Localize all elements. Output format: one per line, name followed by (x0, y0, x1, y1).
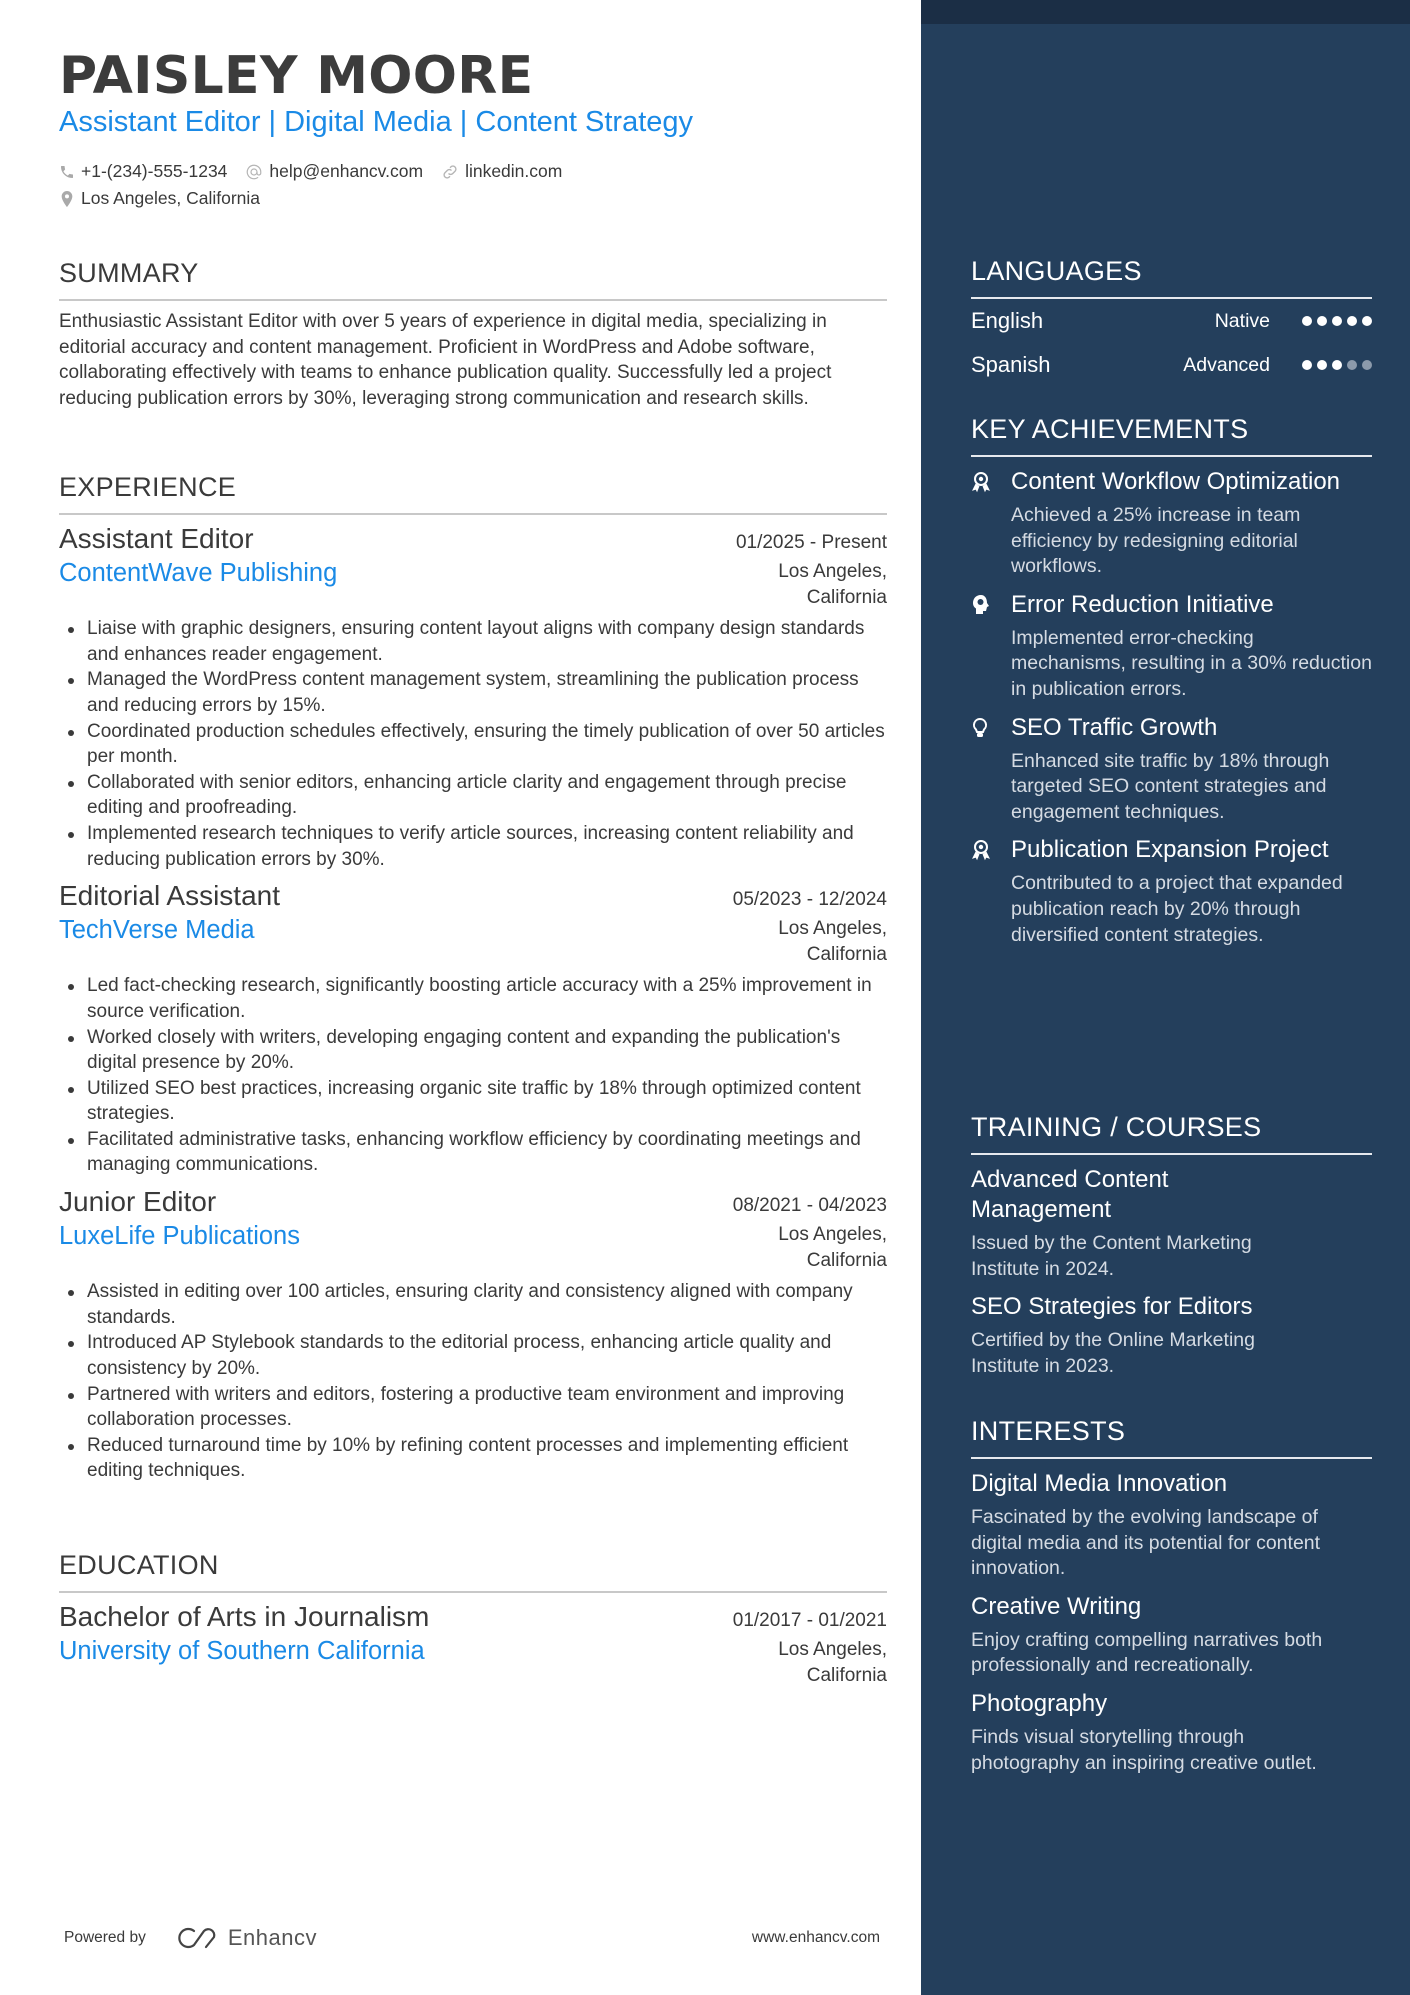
training-item (971, 1292, 1372, 1379)
interest-desc: Finds visual storytelling through photography an inspiring creative outlet. (971, 1725, 1317, 1774)
at-icon (245, 163, 263, 181)
powered-by (64, 1925, 317, 1951)
interest-title: Photography (971, 1689, 1108, 1717)
summary-title: SUMMARY (59, 258, 199, 288)
summary-text: Enthusiastic Assistant Editor with over 5 years of experience in digital media, specializing in editorial accuracy and content management. Proficient in WordPress and Adobe software, collaborating effectively with teams to enhance publication quality. Successfully led a project reducing publication errors by 30%, leveraging strong communication and research skills. (59, 311, 832, 409)
phone-text: +1-(234)-555-1234 (81, 161, 228, 181)
training-title: TRAINING / COURSES (971, 1112, 1262, 1142)
job-title: Assistant Editor (59, 523, 254, 554)
linkedin-text: linkedin.com (465, 161, 563, 181)
bullet-item: Partnered with writers and editors, fostering a productive team environment and improving collaboration processes. (59, 1382, 887, 1433)
school-name: University of Southern California (59, 1637, 425, 1665)
training-item (971, 1165, 1372, 1282)
bullet-item: Utilized SEO best practices, increasing organic site traffic by 18% through optimized content strategies. (59, 1076, 887, 1127)
achievements-section (971, 414, 1372, 948)
job-entry (59, 523, 887, 872)
award-ribbon-icon (971, 839, 991, 861)
interests-title: INTERESTS (971, 1416, 1126, 1446)
proficiency-dots (1302, 360, 1372, 370)
powered-by-label: Powered by (64, 1929, 146, 1946)
achievement-item (971, 835, 1372, 948)
interest-desc: Fascinated by the evolving landscape of digital media and its potential for content innovation. (971, 1506, 1321, 1580)
bullet-item: Collaborated with senior editors, enhancing article clarity and engagement through precise editing and proofreading. (59, 770, 887, 821)
education-title: EDUCATION (59, 1550, 219, 1580)
job-bullets (59, 616, 887, 872)
interest-item (971, 1689, 1372, 1776)
email-text: help@enhancv.com (269, 161, 424, 181)
company-name: TechVerse Media (59, 916, 255, 945)
contact-linkedin[interactable] (441, 161, 562, 182)
course-title: SEO Strategies for Editors (971, 1293, 1253, 1321)
interest-desc: Enjoy crafting compelling narratives both professionally and recreationally. (971, 1628, 1323, 1677)
degree: Bachelor of Arts in Journalism (59, 1601, 430, 1632)
interest-item (971, 1469, 1372, 1582)
website-link[interactable]: www.enhancv.com (751, 1929, 880, 1946)
divider (59, 299, 887, 301)
company-name: LuxeLife Publications (59, 1222, 300, 1251)
language-level: Native (1214, 309, 1270, 332)
achievement-desc: Enhanced site traffic by 18% through targeted SEO content strategies and engagement techniques. (1011, 749, 1330, 823)
bullet-item: Liaise with graphic designers, ensuring content layout aligns with company design standards and enhances reader engagement. (59, 616, 887, 667)
head-bulb-icon (971, 594, 991, 616)
achievement-title: Content Workflow Optimization (1011, 468, 1341, 495)
headline: Assistant Editor | Digital Media | Content Strategy (59, 106, 694, 138)
sidebar (921, 0, 1410, 1995)
course-title: Advanced Content Management (971, 1166, 1169, 1223)
achievement-desc: Implemented error-checking mechanisms, resulting in a 30% reduction in publication errors. (1011, 626, 1372, 700)
interest-title: Creative Writing (971, 1592, 1142, 1620)
job-title: Junior Editor (59, 1186, 217, 1218)
candidate-name: PAISLEY MOORE (59, 46, 534, 106)
divider (59, 513, 887, 515)
location-text: Los Angeles, California (81, 188, 260, 208)
contact-email[interactable] (245, 161, 423, 182)
job-location: Los Angeles, California (778, 918, 887, 965)
proficiency-dots (1302, 316, 1372, 326)
achievement-item (971, 713, 1372, 826)
course-desc: Issued by the Content Marketing Institute in 2024. (971, 1232, 1252, 1280)
enhancv-logo-icon (174, 1925, 220, 1951)
job-entry (59, 880, 887, 1178)
achievement-item (971, 467, 1372, 580)
languages-title: LANGUAGES (971, 256, 1142, 286)
interest-title: Digital Media Innovation (971, 1470, 1228, 1497)
lightbulb-icon (971, 717, 989, 739)
bullet-item: Reduced turnaround time by 10% by refining content processes and implementing efficient editing techniques. (59, 1433, 887, 1484)
achievement-desc: Contributed to a project that expanded publication reach by 20% through diversified content strategies. (1011, 872, 1343, 946)
sidebar-top-band (921, 0, 1410, 24)
achievement-desc: Achieved a 25% increase in team efficiency by redesigning editorial workflows. (1011, 504, 1301, 578)
award-ribbon-icon (971, 471, 991, 493)
bullet-item: Assisted in editing over 100 articles, ensuring clarity and consistency aligned with company standards. (59, 1279, 887, 1330)
footer (64, 1925, 880, 1951)
bullet-item: Facilitated administrative tasks, enhancing workflow efficiency by coordinating meetings and managing communications. (59, 1127, 887, 1178)
job-bullets (59, 1279, 887, 1484)
job-dates: 05/2023 - 12/2024 (732, 889, 887, 911)
divider (59, 1591, 887, 1593)
bullet-item: Managed the WordPress content management system, streamlining the publication process and reducing errors by 15%. (59, 667, 887, 718)
brand-name: Enhancv (227, 1925, 317, 1950)
company-name: ContentWave Publishing (59, 559, 338, 587)
course-desc: Certified by the Online Marketing Institute in 2023. (971, 1329, 1255, 1377)
bullet-item: Led fact-checking research, significantly boosting article accuracy with a 25% improvement in source verification. (59, 973, 887, 1024)
achievement-title: Error Reduction Initiative (1011, 590, 1274, 618)
achievement-item (971, 590, 1372, 703)
experience-title: EXPERIENCE (59, 472, 237, 502)
job-bullets (59, 973, 887, 1178)
job-entry (59, 1186, 887, 1484)
achievement-title: SEO Traffic Growth (1011, 713, 1218, 741)
divider (971, 1457, 1372, 1459)
language-item (971, 299, 1372, 343)
contact-location (59, 188, 260, 209)
contact-info (59, 158, 580, 212)
bullet-item: Worked closely with writers, developing engaging content and expanding the publication's digital presence by 20%. (59, 1025, 887, 1076)
bullet-item: Implemented research techniques to verify article sources, increasing content reliability and reducing publication errors by 30%. (59, 821, 887, 872)
education-dates: 01/2017 - 01/2021 (732, 1610, 887, 1631)
bullet-item: Introduced AP Stylebook standards to the editorial process, enhancing article quality and consistency by 20%. (59, 1330, 887, 1381)
enhancv-logo[interactable] (174, 1925, 317, 1951)
education-entry (59, 1601, 887, 1688)
training-section (971, 1112, 1372, 1379)
education-section (59, 1550, 887, 1688)
job-dates: 08/2021 - 04/2023 (732, 1195, 887, 1217)
summary-section (59, 258, 887, 411)
language-item (971, 343, 1372, 387)
school-location: Los Angeles, California (778, 1639, 887, 1686)
achievements-title: KEY ACHIEVEMENTS (971, 414, 1249, 444)
languages-section (971, 256, 1372, 387)
job-location: Los Angeles, California (778, 1224, 887, 1271)
interest-item (971, 1592, 1372, 1679)
achievement-title: Publication Expansion Project (1011, 836, 1329, 864)
experience-section (59, 472, 887, 1484)
language-name: English (971, 308, 1044, 333)
job-dates: 01/2025 - Present (735, 532, 887, 553)
location-pin-icon (59, 190, 75, 208)
bullet-item: Coordinated production schedules effectively, ensuring the timely publication of over 50 articles per month. (59, 719, 887, 770)
divider (971, 1153, 1372, 1155)
divider (971, 455, 1372, 457)
contact-phone[interactable] (59, 161, 227, 182)
language-name: Spanish (971, 352, 1051, 377)
interests-section (971, 1416, 1372, 1776)
phone-icon (59, 164, 75, 180)
link-icon (441, 163, 459, 181)
job-title: Editorial Assistant (59, 880, 280, 912)
job-location: Los Angeles, California (778, 561, 887, 608)
language-level: Advanced (1183, 353, 1270, 376)
